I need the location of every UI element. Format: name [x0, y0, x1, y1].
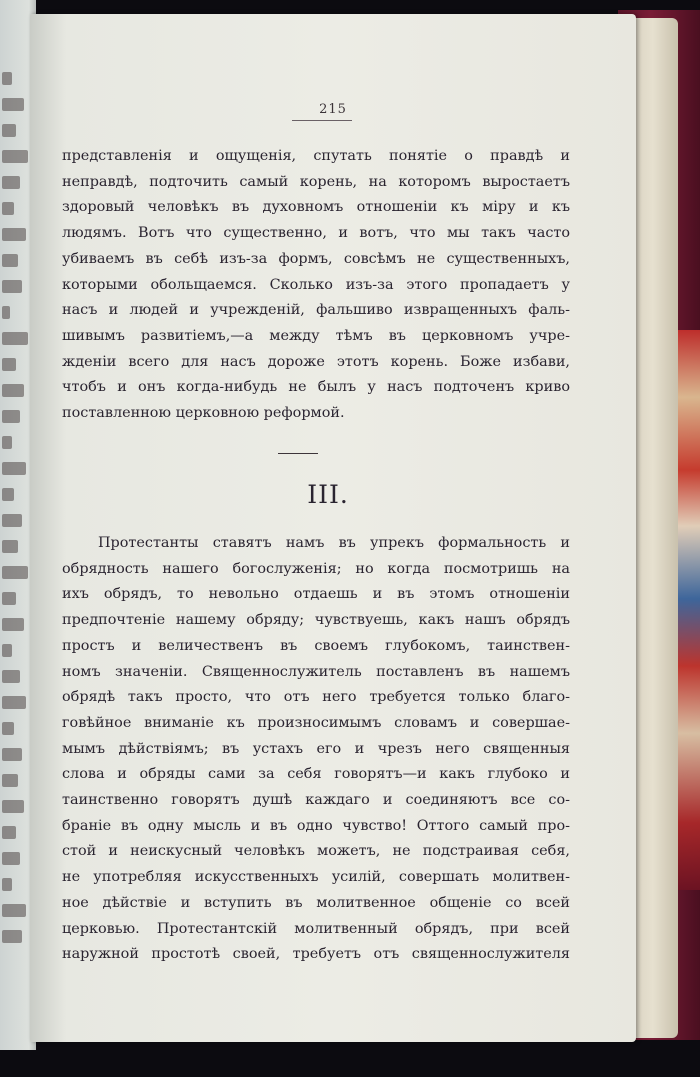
previous-page-text-fragment	[2, 800, 24, 813]
previous-page-text-fragment	[2, 540, 18, 553]
previous-page-text-fragment	[2, 644, 12, 657]
previous-page-text-fragment	[2, 410, 20, 423]
previous-page-text-fragment	[2, 124, 16, 137]
previous-page-text-fragment	[2, 514, 22, 527]
paragraph-2	[62, 531, 570, 968]
text-line: простъ и величественъ въ своемъ глубокомъ, таинствен-	[62, 637, 570, 654]
text-line: наружной простотѣ своей, требуетъ отъ священнослужителя	[62, 946, 570, 963]
text-line: браніе въ одну мысль и въ одно чувство! Оттого самый про-	[62, 817, 570, 834]
previous-page-text-fragment	[2, 748, 22, 761]
text-line: обрядность нашего богослуженія; но когда посмотришь на	[62, 560, 570, 577]
previous-page-text-fragment	[2, 358, 16, 371]
text-line: слова и обряды сами за себя говорятъ—и какъ глубоко и	[62, 766, 570, 783]
text-line: церковью. Протестантскій молитвенный обрядъ, при всей	[62, 920, 570, 937]
text-line: ихъ обрядъ, то невольно отдаешь и въ этомъ отношеніи	[62, 586, 570, 603]
text-line: шивымъ развитіемъ,—а между тѣмъ въ церковномъ учре-	[62, 327, 570, 344]
previous-page-text-fragment	[2, 436, 12, 449]
previous-page-text-fragment	[2, 670, 20, 683]
text-line: жденіи всего для насъ дороже этотъ корень. Боже избави,	[62, 353, 570, 370]
section-separator	[278, 453, 318, 454]
previous-page-text-fragment	[2, 150, 28, 163]
text-line: Протестанты ставятъ намъ въ упрекъ формальность и	[98, 535, 570, 551]
text-line: чтобъ и онъ когда-нибудь не былъ у насъ подточенъ криво	[62, 379, 570, 396]
section-heading: III.	[307, 480, 349, 509]
previous-page-text-fragment	[2, 878, 12, 891]
previous-page-text-fragment	[2, 774, 18, 787]
previous-page-text-fragment	[2, 176, 20, 189]
previous-page-text-fragment	[2, 254, 18, 267]
previous-page-text-fragment	[2, 72, 12, 85]
text-line: здоровый человѣкъ въ духовномъ отношеніи къ міру и къ	[62, 199, 570, 216]
text-line: людямъ. Вотъ что существенно, и вотъ, что мы такъ часто	[62, 225, 570, 242]
text-line: мымъ дѣйствіямъ; въ устахъ его и чрезъ него священныя	[62, 740, 570, 757]
previous-page-text-fragment	[2, 98, 24, 111]
previous-page-text-fragment	[2, 852, 20, 865]
text-line: насъ и людей и учрежденій, фальшиво извращенныхъ фаль-	[62, 302, 570, 319]
text-line: говѣйное вниманіе къ произносимымъ словамъ и совершае-	[62, 714, 570, 731]
previous-page-text-fragment	[2, 566, 28, 579]
previous-page-text-fragment	[2, 306, 10, 319]
previous-page-text-fragment	[2, 202, 14, 215]
paragraph-1	[62, 144, 570, 427]
page-number-rule	[292, 120, 352, 121]
previous-page-text-fragment	[2, 930, 22, 943]
text-line: не употребляя искусственныхъ усилій, совершать молитвен-	[62, 869, 570, 886]
previous-page-text-fragment	[2, 904, 26, 917]
text-line: предпочтеніе нашему обряду; чувствуешь, какъ нашъ обрядъ	[62, 612, 570, 629]
previous-page-text-fragment	[2, 228, 26, 241]
page-number: 215	[319, 102, 347, 117]
text-line: ное дѣйствіе и вступить въ молитвенное общеніе со всей	[62, 894, 570, 911]
text-line: номъ значеніи. Священнослужитель поставленъ въ нашемъ	[62, 663, 570, 680]
previous-page-text-fragment	[2, 696, 26, 709]
book-page	[30, 14, 636, 1042]
previous-page-text-fragment	[2, 384, 24, 397]
previous-page-text-fragment	[2, 462, 26, 475]
text-line: таинственно говорятъ душѣ каждаго и соединяютъ все со-	[62, 792, 570, 809]
previous-page-text-fragment	[2, 618, 24, 631]
text-line: обрядѣ такъ просто, что отъ него требуется только благо-	[62, 689, 570, 706]
previous-page-text-fragment	[2, 332, 28, 345]
previous-page-text-fragment	[2, 488, 14, 501]
text-line: поставленною церковною реформой.	[62, 405, 345, 422]
previous-page-text-fragment	[2, 280, 22, 293]
text-line: которыми обольщаемся. Сколько изъ-за этого пропадаетъ у	[62, 276, 570, 293]
previous-page-text-fragment	[2, 826, 16, 839]
text-line: стой и неискусный человѣкъ можетъ, не подстраивая себя,	[62, 843, 570, 860]
text-line: представленія и ощущенія, спутать понятіе о правдѣ и	[62, 148, 570, 164]
previous-page-text-fragment	[2, 592, 16, 605]
text-line: неправдѣ, подточить самый корень, на которомъ выростаетъ	[62, 173, 570, 190]
previous-page-text-fragment	[2, 722, 14, 735]
text-line: убиваемъ въ себѣ изъ-за формъ, совсѣмъ не существенныхъ,	[62, 250, 570, 267]
